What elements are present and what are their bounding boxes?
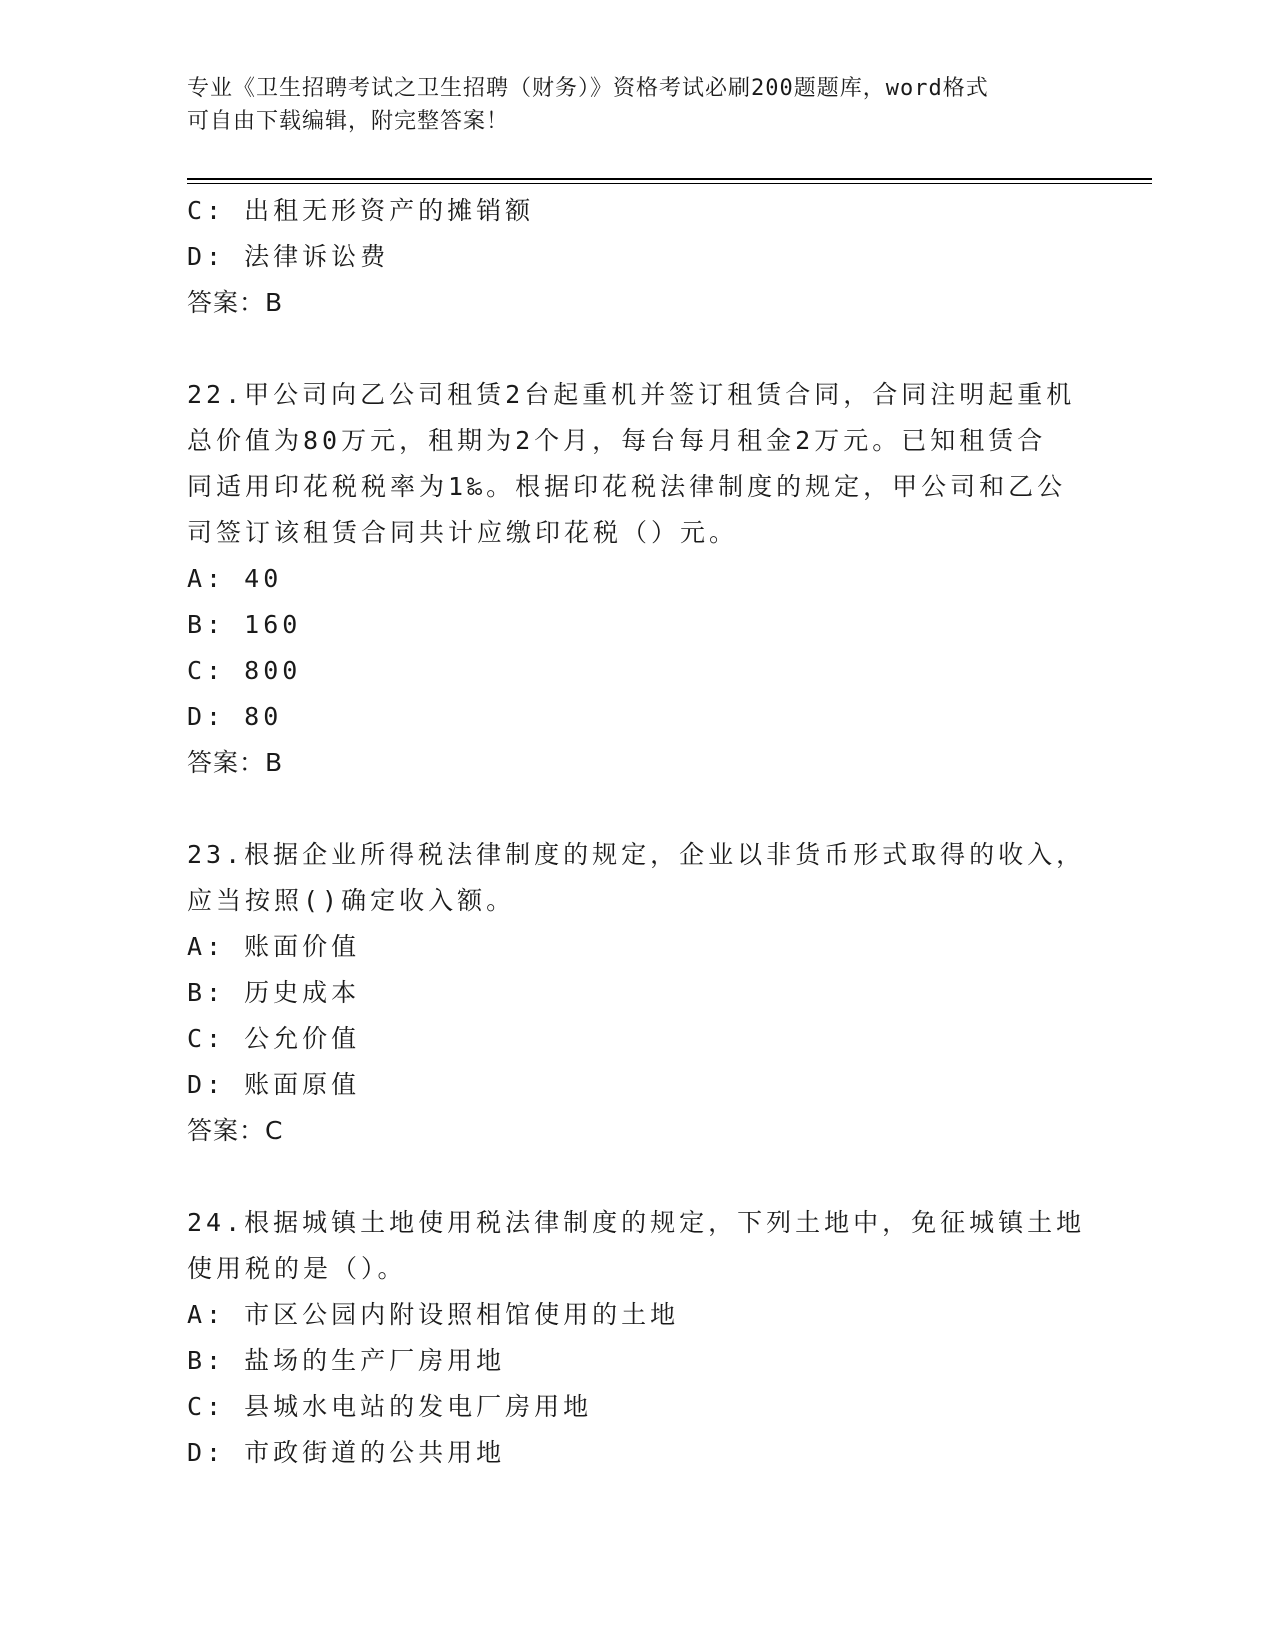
stem-line: 23.根据企业所得税法律制度的规定，企业以非货币形式取得的收入，	[187, 840, 1086, 869]
option-c: C: 出租无形资产的摊销额	[187, 196, 535, 225]
stem-line: 应当按照()确定收入额。	[187, 886, 516, 915]
option-d: D: 法律诉讼费	[187, 242, 390, 271]
question-21-tail	[187, 188, 1087, 326]
question-stem	[187, 832, 1087, 924]
header-title-line-2: 可自由下载编辑，附完整答案！	[187, 109, 510, 134]
option-a: A: 账面价值	[187, 932, 361, 961]
answer-line: 答案：B	[187, 288, 284, 317]
stem-line: 24.根据城镇土地使用税法律制度的规定，下列土地中，免征城镇土地	[187, 1208, 1086, 1237]
header-divider-thick	[187, 178, 1152, 180]
stem-line: 总价值为80万元，租期为2个月，每台每月租金2万元。已知租赁合	[187, 426, 1047, 455]
question-list	[187, 188, 1087, 1476]
option-d: D: 市政街道的公共用地	[187, 1438, 506, 1467]
answer-line: 答案：C	[187, 1116, 284, 1145]
option-b: B: 160	[187, 610, 302, 639]
option-c: C: 800	[187, 656, 302, 685]
option-a: A: 市区公园内附设照相馆使用的土地	[187, 1300, 680, 1329]
question-stem	[187, 372, 1087, 556]
option-b: B: 盐场的生产厂房用地	[187, 1346, 506, 1375]
option-a: A: 40	[187, 564, 283, 593]
header-divider-thin	[187, 183, 1152, 184]
stem-line: 22.甲公司向乙公司租赁2台起重机并签订租赁合同，合同注明起重机	[187, 380, 1076, 409]
option-b: B: 历史成本	[187, 978, 361, 1007]
stem-line: 同适用印花税税率为1‰。根据印花税法律制度的规定，甲公司和乙公	[187, 472, 1067, 501]
header-title-line-1: 专业《卫生招聘考试之卫生招聘（财务）》资格考试必刷200题题库，word格式	[187, 76, 989, 101]
question-23	[187, 832, 1087, 1154]
document-header	[187, 72, 1087, 138]
question-22	[187, 372, 1087, 786]
stem-line: 司签订该租赁合同共计应缴印花税（）元。	[187, 518, 739, 547]
option-c: C: 县城水电站的发电厂房用地	[187, 1392, 593, 1421]
option-c: C: 公允价值	[187, 1024, 361, 1053]
question-stem	[187, 1200, 1087, 1292]
option-d: D: 账面原值	[187, 1070, 361, 1099]
stem-line: 使用税的是（）。	[187, 1254, 407, 1283]
question-24	[187, 1200, 1087, 1476]
answer-line: 答案：B	[187, 748, 284, 777]
option-d: D: 80	[187, 702, 283, 731]
